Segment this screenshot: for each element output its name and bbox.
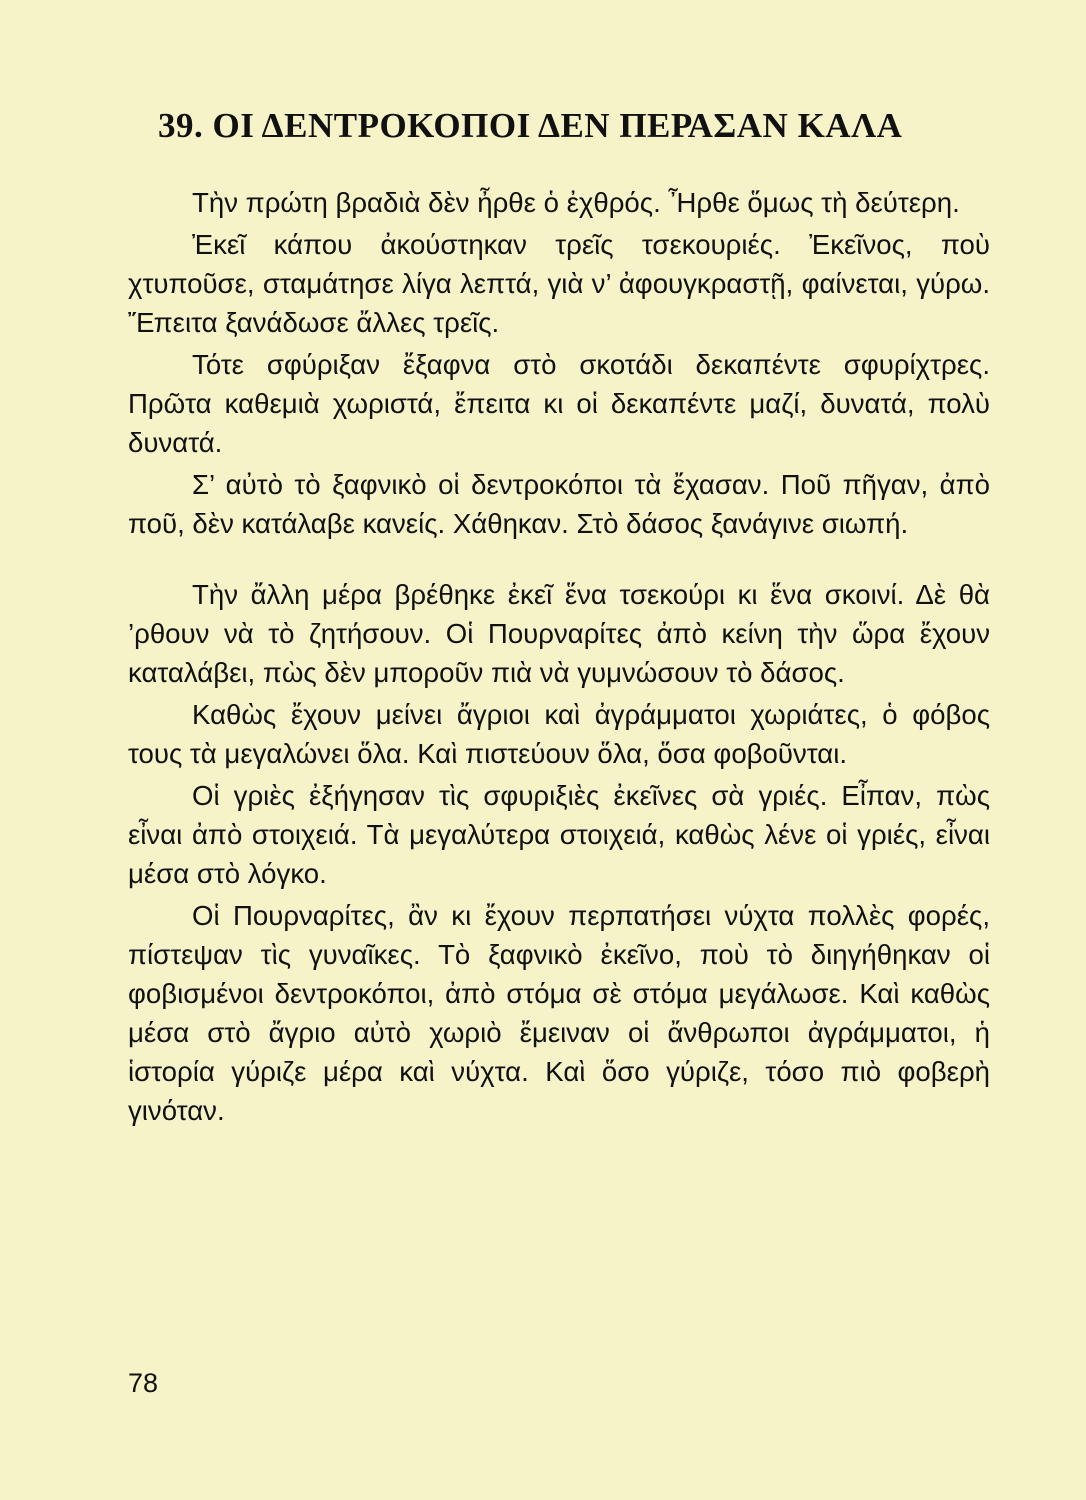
- paragraph: Τότε σφύριξαν ἔξαφνα στὸ σκοτάδι δεκαπέντε σφυρίχτρες. Πρῶτα καθεμιὰ χωριστά, ἔπειτα κι οἱ δεκαπέντε μαζί, δυνατά, πολὺ δυνατά.: [128, 349, 990, 458]
- chapter-title: 39. ΟΙ ΔΕΝΤΡΟΚΟΠΟΙ ΔΕΝ ΠΕΡΑΣΑΝ ΚΑΛΑ: [158, 106, 903, 145]
- paragraph: Καθὼς ἔχουν μείνει ἄγριοι καὶ ἀγράμματοι χωριάτες, ὁ φόβος τους τὰ μεγαλώνει ὅλα. Καὶ πιστεύουν ὅλα, ὅσα φοβοῦνται.: [128, 699, 990, 769]
- paragraph: Τὴν ἄλλη μέρα βρέθηκε ἐκεῖ ἕνα τσεκούρι κι ἕνα σκοινί. Δὲ θὰ ’ρθουν νὰ τὸ ζητήσουν. Οἱ Πουρναρίτες ἀπὸ κείνη τὴν ὥρα ἔχουν καταλάβει, πὼς δὲν μποροῦν πιὰ νὰ γυμνώσουν τὸ δάσος.: [128, 579, 990, 688]
- section-gap: [128, 543, 990, 575]
- page-number: 78: [128, 1368, 159, 1398]
- paragraph: Σ’ αὐτὸ τὸ ξαφνικὸ οἱ δεντροκόποι τὰ ἔχασαν. Ποῦ πῆγαν, ἀπὸ ποῦ, δὲν κατάλαβε κανείς. Χάθηκαν. Στὸ δάσος ξανάγινε σιωπή.: [128, 469, 990, 539]
- paragraph: Οἱ Πουρναρίτες, ἂν κι ἔχουν περπατήσει νύχτα πολλὲς φορές, πίστεψαν τὶς γυναῖκες. Τὸ ξαφνικὸ ἐκεῖνο, ποὺ τὸ διηγήθηκαν οἱ φοβισμένοι δεντροκόποι, ἀπὸ στόμα σὲ στόμα μεγάλωσε. Καὶ καθὼς μέσα στὸ ἄγριο αὐτὸ χωριὸ ἔμειναν οἱ ἄνθρωποι ἀγράμματοι, ἡ ἱστορία γύριζε μέρα καὶ νύχτα. Καὶ ὅσο γύριζε, τόσο πιὸ φοβερὴ γινόταν.: [128, 900, 990, 1126]
- body-text: [128, 183, 990, 1130]
- paragraph: Ἐκεῖ κάπου ἀκούστηκαν τρεῖς τσεκουριές. Ἐκεῖνος, ποὺ χτυποῦσε, σταμάτησε λίγα λεπτά, γιὰ ν’ ἀφουγκραστῇ, φαίνεται, γύρω. Ἔπειτα ξανάδωσε ἄλλες τρεῖς.: [128, 229, 990, 338]
- paragraph: Τὴν πρώτη βραδιὰ δὲν ἦρθε ὁ ἐχθρός. Ἦρθε ὅμως τὴ δεύτερη.: [192, 187, 960, 218]
- paragraph: Οἱ γριὲς ἐξήγησαν τὶς σφυριξιὲς ἐκεῖνες σὰ γριές. Εἶπαν, πὼς εἶναι ἀπὸ στοιχειά. Τὰ μεγαλύτερα στοιχειά, καθὼς λένε οἱ γριές, εἶναι μέσα στὸ λόγκο.: [128, 780, 990, 889]
